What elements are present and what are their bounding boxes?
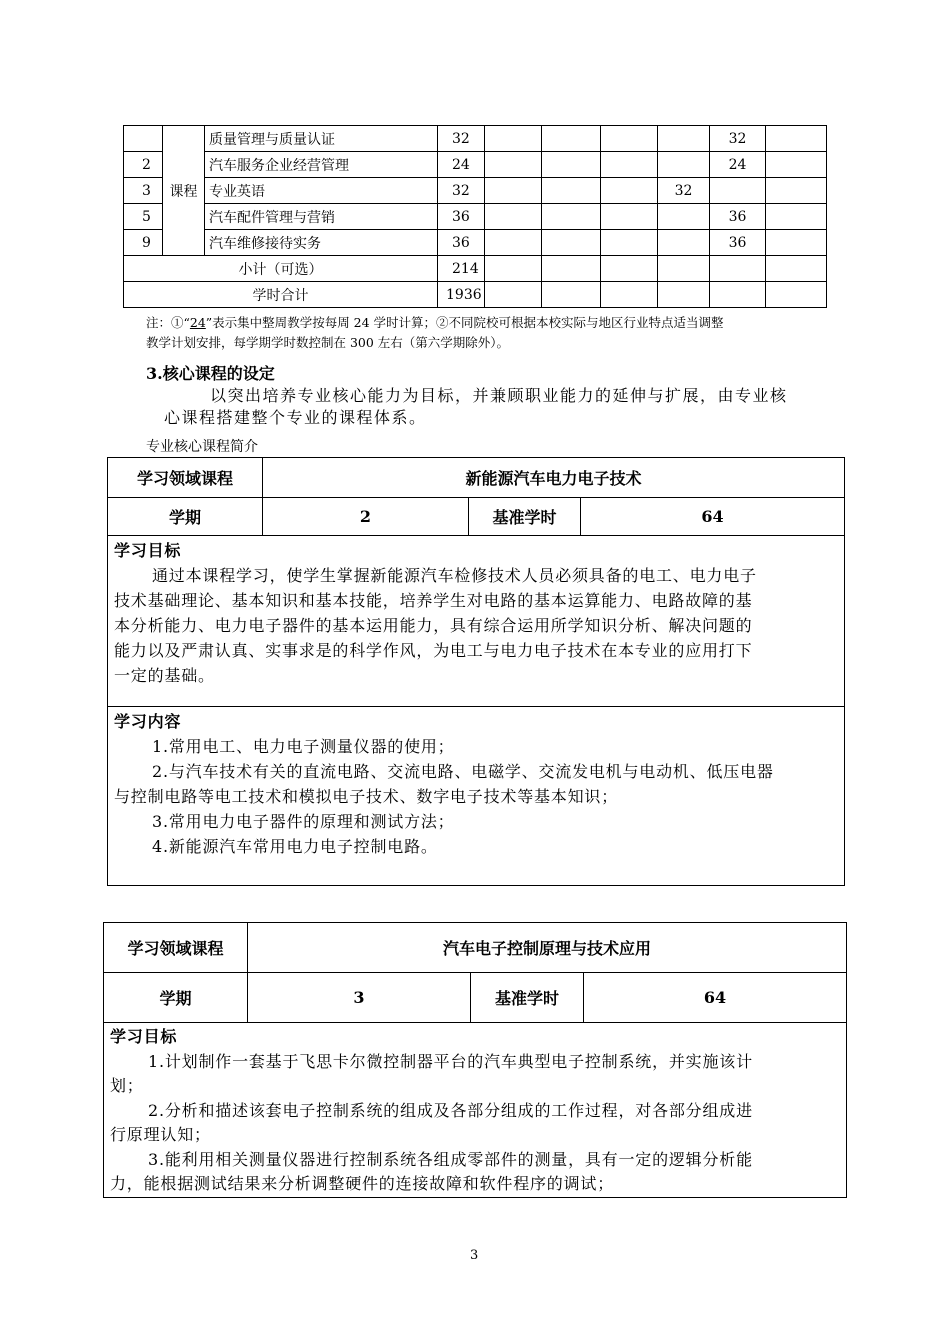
table-row: 3 专业英语 32 32: [124, 178, 827, 204]
table-row: 2 汽车服务企业经营管理 24 24: [124, 152, 827, 178]
table-row: 课程 质量管理与质量认证 32 32: [124, 126, 827, 152]
total-row: 学时合计 1936: [124, 282, 827, 308]
table-row: 5 汽车配件管理与营销 36 36: [124, 204, 827, 230]
term-value: 2: [263, 498, 469, 536]
section-heading: 3.核心课程的设定: [146, 364, 275, 383]
term-value: 3: [248, 973, 471, 1023]
course-name: 汽车电子控制原理与技术应用: [248, 923, 847, 973]
learning-content: 学习内容 1.常用电工、电力电子测量仪器的使用； 2.与汽车技术有关的直流电路、交流电路、电磁学、交流发电机与电动机、低压电器 与控制电路等电工技术和模拟电子技术、数字电子技术等基本知识； 3.常用电力电子器件的原理和测试方法； 4.新能源汽车常用电力电子控制电路。: [108, 707, 845, 886]
learning-goals: 学习目标 1.计划制作一套基于飞思卡尔微控制器平台的汽车典型电子控制系统，并实施该计 划； 2.分析和描述该套电子控制系统的组成及各部分组成的工作过程，对各部分组成进 行原理认知； 3.能利用相关测量仪器进行控制系统各组成零部件的测量，具有一定的逻辑分析能 力，能根据测试结果来分析调整硬件的连接故障和软件程序的调试；: [104, 1023, 847, 1198]
section-paragraph: 以突出培养专业核心能力为目标，并兼顾职业能力的延伸与扩展，由专业核 心课程搭建整个专业的课程体系。: [164, 386, 788, 427]
course-schedule-table: [123, 125, 827, 308]
category-cell: 课程: [163, 126, 205, 256]
label-course: 学习领域课程: [104, 923, 248, 973]
core-course-table-1: [107, 457, 845, 886]
label-hours: 基准学时: [469, 498, 581, 536]
course-name: 新能源汽车电力电子技术: [263, 458, 845, 498]
hours-value: 64: [581, 498, 845, 536]
hours-value: 64: [584, 973, 847, 1023]
label-hours: 基准学时: [471, 973, 584, 1023]
label-term: 学期: [108, 498, 263, 536]
table-row: 9 汽车维修接待实务 36 36: [124, 230, 827, 256]
subtotal-row: 小计（可选） 214: [124, 256, 827, 282]
core-course-table-2: [103, 922, 847, 1198]
page-number: 3: [470, 1248, 479, 1263]
label-course: 学习领域课程: [108, 458, 263, 498]
label-term: 学期: [104, 973, 248, 1023]
learning-goals: 学习目标 通过本课程学习，使学生掌握新能源汽车检修技术人员必须具备的电工、电力电子 技术基础理论、基本知识和基本技能，培养学生对电路的基本运算能力、电路故障的基 本分析能力、电力电子器件的基本运用能力，具有综合运用所学知识分析、解决问题的 能力以及严肃认真、实事求是的科学作风，为电工与电力电子技术在本专业的应用打下 一定的基础。: [108, 536, 845, 707]
table-note: 注：①“24”表示集中整周教学按每周 24 学时计算；②不同院校可根据本校实际与地区行业特点适当调整 教学计划安排，每学期学时数控制在 300 左右（第六学期除外）。: [146, 315, 724, 350]
table-caption: 专业核心课程简介: [146, 439, 258, 455]
